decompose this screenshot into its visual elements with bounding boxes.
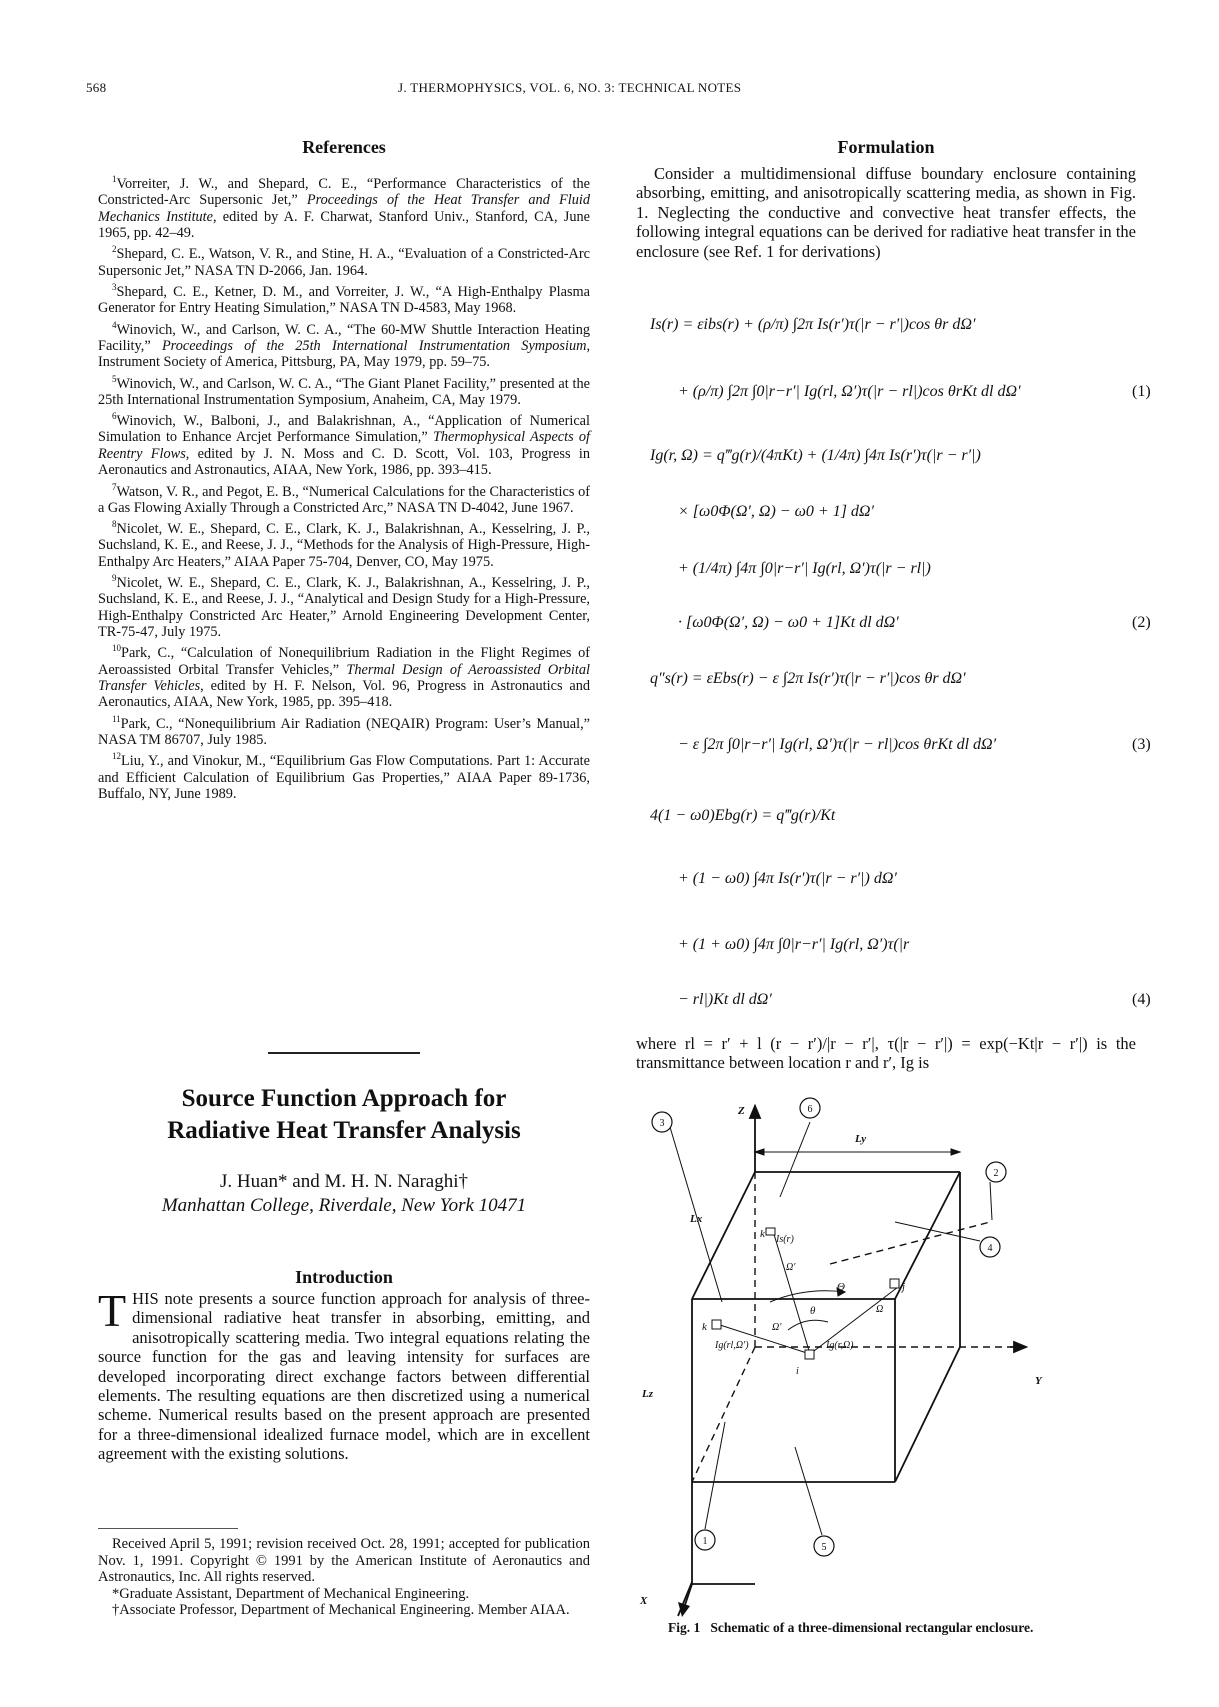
label-j: j bbox=[902, 1281, 906, 1293]
reference-number: 6 bbox=[112, 411, 117, 422]
leader-2 bbox=[990, 1182, 992, 1220]
reference-source: Thermophysical Aspects of Reentry Flows bbox=[98, 429, 591, 462]
label-lz: Lz bbox=[642, 1388, 653, 1400]
reference-number: 9 bbox=[112, 573, 117, 584]
equation-3b: − ε ∫2π ∫0|r−r′| Ig(rl, Ω′)τ(|r − rl|)cos θrKt dl dΩ′ bbox=[678, 736, 997, 753]
reference-item bbox=[98, 241, 590, 279]
reference-text: Liu, Y., and Vinokur, M., “Equilibrium Gas Flow Computations. Part 1: Accurate and Efficient Calculation of Equilibrium Gas Properties,” AIAA Paper 89-1736, Buffalo, NY, June 1989. bbox=[98, 753, 590, 802]
reference-details: , Instrument Society of America, Pittsburg, PA, May 1979, pp. 59–75. bbox=[98, 337, 591, 371]
equation-2b: × [ω0Φ(Ω′, Ω) − ω0 + 1] dΩ′ bbox=[678, 503, 874, 520]
introduction-text: HIS note presents a source function approach for analysis of three-dimensional radiative heat transfer in absorbing, emitting, and anisotropically scattering media. Two integral equations relating the source function for the gas and leaving intensity for surfaces are developed incorporating direct exchange factors between differential elements. The resulting equations are then discretized using a numerical scheme. Numerical results based on the present approach are presented for a three-dimensional idealized furnace model, which are in excellent agreement with the existing solutions. bbox=[98, 1289, 590, 1464]
article-title bbox=[98, 1083, 590, 1147]
article-title-line2: Radiative Heat Transfer Analysis bbox=[167, 1117, 521, 1144]
box-top-right-edge bbox=[895, 1172, 960, 1299]
reference-details: , edited by H. F. Nelson, Vol. 96, Progress in Astronautics and Aeronautics, AIAA, New York, 1985, pp. 395–418. bbox=[98, 678, 591, 711]
leader-4 bbox=[895, 1222, 980, 1241]
reference-item bbox=[98, 371, 590, 409]
affiliation: Manhattan College, Riverdale, New York 10471 bbox=[161, 1195, 527, 1216]
references-heading: References bbox=[302, 137, 386, 157]
figure-1 bbox=[640, 1092, 1120, 1612]
equation-2c: + (1/4π) ∫4π ∫0|r−r′| Ig(rl, Ω′)τ(|r − rl|) bbox=[678, 560, 931, 577]
reference-item bbox=[98, 408, 590, 478]
reference-number: 8 bbox=[112, 519, 117, 530]
section-divider bbox=[268, 1052, 420, 1054]
drop-cap: T bbox=[98, 1285, 127, 1336]
callout-3: 3 bbox=[659, 1118, 665, 1129]
label-i: i bbox=[796, 1366, 799, 1377]
reference-number: 4 bbox=[112, 319, 117, 330]
reference-text: Winovich, W., and Carlson, W. C. A., “The Giant Planet Facility,” presented at the 25th International Instrumentation Symposium, Anaheim, CA, May 1979. bbox=[98, 375, 590, 408]
figure-caption-text: Schematic of a three-dimensional rectangular enclosure. bbox=[710, 1620, 1034, 1635]
reference-item bbox=[98, 640, 590, 710]
label-z: Z bbox=[738, 1105, 745, 1117]
reference-item bbox=[98, 516, 590, 570]
reference-item bbox=[98, 171, 590, 241]
journal-header: J. THERMOPHYSICS, VOL. 6, NO. 3: TECHNICAL NOTES bbox=[398, 80, 742, 95]
footnote-received: Received April 5, 1991; revision received Oct. 28, 1991; accepted for publication Nov. 1, 1991. Copyright © 1991 by the American Institute of Aeronautics and Astronautics, Inc. All rights reserved. bbox=[98, 1536, 590, 1586]
equation-number-4: (4) bbox=[1132, 991, 1151, 1008]
reference-item bbox=[98, 279, 590, 317]
reference-item bbox=[98, 317, 590, 371]
label-k-top: k bbox=[760, 1228, 765, 1240]
equation-number-3: (3) bbox=[1132, 736, 1151, 753]
arc-theta2 bbox=[788, 1320, 828, 1330]
equation-1a: Is(r) = εibs(r) + (ρ/π) ∫2π Is(r′)τ(|r − r′|)cos θr dΩ′ bbox=[650, 316, 976, 333]
figure-caption bbox=[668, 1620, 1033, 1636]
reference-text: Watson, V. R., and Pegot, E. B., “Numerical Calculations for the Characteristics of a Gas Flowing Axially Through a Constricted Arc,” NASA TN D-4042, June 1967. bbox=[98, 483, 590, 516]
arc-theta bbox=[770, 1291, 845, 1302]
reference-text: Vorreiter, J. W., and Shepard, C. E., “Performance Characteristics of the Constricted-Arc Supersonic Jet,” bbox=[98, 175, 590, 209]
enclosure-box bbox=[692, 1172, 960, 1584]
leader-2-dashed bbox=[830, 1222, 990, 1264]
reference-text: Nicolet, W. E., Shepard, C. E., Clark, K. J., Balakrishnan, A., Kesselring, J. P., Suchsland, K. E., and Reese, J. J., “Analytical and Design Study for a High-Pressure, High-Enthalpy Constricted Arc Heater,” Arnold Engineering Development Center, TR-75-47, July 1975. bbox=[98, 574, 590, 641]
reference-number: 7 bbox=[112, 481, 117, 492]
callout-2: 2 bbox=[993, 1168, 999, 1179]
reference-item bbox=[98, 479, 590, 517]
hidden-bottom-edge bbox=[692, 1347, 755, 1482]
reference-details: , edited by A. F. Charwat, Stanford Univ., Stanford, CA, June 1965, pp. 42–49. bbox=[98, 208, 591, 241]
reference-item bbox=[98, 570, 590, 640]
article-title-line1: Source Function Approach for bbox=[181, 1085, 507, 1112]
y-axis-arrow bbox=[1014, 1342, 1026, 1352]
label-ly: Ly bbox=[855, 1133, 867, 1145]
label-omega-prime: Ω′ bbox=[772, 1322, 782, 1333]
reference-number: 10 bbox=[112, 643, 121, 654]
formulation-heading: Formulation bbox=[837, 137, 935, 157]
equation-4a: 4(1 − ω0)Ebg(r) = q‴g(r)/Kt bbox=[650, 807, 836, 824]
equation-4b: + (1 − ω0) ∫4π Is(r′)τ(|r − r′|) dΩ′ bbox=[678, 870, 897, 887]
reference-text: Park, C., “Calculation of Nonequilibrium Radiation in the Flight Regimes of Aeroassisted Orbital Transfer Vehicles,” bbox=[98, 645, 590, 678]
leader-6 bbox=[780, 1122, 810, 1197]
leader-5 bbox=[795, 1447, 822, 1535]
reference-number: 1 bbox=[112, 174, 117, 184]
introduction-heading: Introduction bbox=[295, 1267, 393, 1287]
introduction-body bbox=[98, 1285, 590, 1464]
reference-text: Park, C., “Nonequilibrium Air Radiation (NEQAIR) Program: User’s Manual,” NASA TM 86707, July 1985. bbox=[98, 715, 590, 749]
author-block bbox=[98, 1170, 590, 1218]
reference-source: Proceedings of the Heat Transfer and Fluid Mechanics Institute bbox=[98, 192, 590, 225]
label-x: X bbox=[640, 1595, 648, 1607]
label-y: Y bbox=[1035, 1375, 1042, 1387]
z-axis-arrow bbox=[750, 1106, 760, 1118]
rays bbox=[720, 1231, 898, 1354]
label-theta2: θ bbox=[810, 1305, 816, 1317]
label-omega-prime-top: Ω′ bbox=[786, 1262, 796, 1273]
label-is-r: Is(r) bbox=[776, 1234, 794, 1245]
element-k-top bbox=[766, 1228, 775, 1235]
label-ig-rl: Ig(rl,Ω′) bbox=[715, 1340, 749, 1351]
equation-2a: Ig(r, Ω) = q‴g(r)/(4πKt) + (1/4π) ∫4π Is(r′)τ(|r − r′|) bbox=[650, 447, 981, 464]
label-ig-r: Ig(r,Ω) bbox=[826, 1340, 854, 1351]
callout-1: 1 bbox=[702, 1536, 708, 1547]
ly-dimension bbox=[755, 1149, 960, 1155]
reference-number: 2 bbox=[112, 244, 117, 255]
equation-1b: + (ρ/π) ∫2π ∫0|r−r′| Ig(rl, Ω′)τ(|r − rl|)cos θrKt dl dΩ′ bbox=[678, 383, 1021, 400]
reference-number: 12 bbox=[112, 751, 121, 762]
references-list bbox=[98, 171, 590, 802]
box-bottom-right-edge bbox=[895, 1347, 960, 1482]
reference-text: Shepard, C. E., Watson, V. R., and Stine, H. A., “Evaluation of a Constricted-Arc Supersonic Jet,” NASA TN D-2066, Jan. 1964. bbox=[98, 246, 590, 279]
page-number: 568 bbox=[86, 80, 107, 95]
reference-details: , edited by J. N. Moss and C. D. Scott, Vol. 103, Progress in Aeronautics and Astronautics, AIAA, New York, 1986, pp. 393–415. bbox=[98, 445, 591, 479]
hidden-edges bbox=[692, 1172, 1010, 1482]
box-top-left-edge bbox=[692, 1172, 755, 1299]
reference-text: Winovich, W., and Carlson, W. C. A., “The 60-MW Shuttle Interaction Heating Facility,” bbox=[98, 321, 590, 354]
equation-2d: · [ω0Φ(Ω′, Ω) − ω0 + 1]Kt dl dΩ′ bbox=[678, 614, 899, 631]
equation-number-2: (2) bbox=[1132, 614, 1151, 631]
where-paragraph bbox=[636, 1034, 1136, 1073]
reference-item bbox=[98, 711, 590, 749]
footnote-author2: †Associate Professor, Department of Mechanical Engineering. Member AIAA. bbox=[112, 1602, 570, 1619]
reference-source: Proceedings of the 25th International Instrumentation Symposium bbox=[161, 337, 587, 354]
equation-4c: + (1 + ω0) ∫4π ∫0|r−r′| Ig(rl, Ω′)τ(|r bbox=[678, 936, 910, 953]
callout-6: 6 bbox=[807, 1104, 813, 1115]
callout-5: 5 bbox=[821, 1542, 827, 1553]
equation-number-1: (1) bbox=[1132, 383, 1151, 400]
reference-source: Thermal Design of Aeroassisted Orbital Transfer Vehicles bbox=[98, 661, 590, 695]
footnote-author1: *Graduate Assistant, Department of Mechanical Engineering. bbox=[112, 1585, 470, 1602]
formulation-text: Consider a multidimensional diffuse boundary enclosure containing absorbing, emitting, and anisotropically scattering media, as shown in Fig. 1. Neglecting the conductive and convective heat transfer effects, the following integral equations can be derived for radiative heat transfer in the enclosure (see Ref. 1 for derivations) bbox=[636, 164, 1136, 261]
equation-4d: − rl|)Kt dl dΩ′ bbox=[678, 991, 772, 1008]
where-text: where rl = r′ + l (r − r′)/|r − r′|, τ(|r − r′|) = exp(−Kt|r − r′|) is the transmittance between location r and r′, Ig is bbox=[636, 1034, 1136, 1073]
axes bbox=[678, 1106, 1026, 1616]
formulation-intro bbox=[636, 164, 1136, 261]
reference-number: 5 bbox=[112, 373, 117, 384]
element-j bbox=[890, 1279, 899, 1288]
label-omega: Ω bbox=[876, 1304, 884, 1315]
x-axis-extension bbox=[684, 1584, 692, 1608]
element-k-left bbox=[712, 1320, 721, 1329]
reference-text: Nicolet, W. E., Shepard, C. E., Clark, K. J., Balakrishnan, A., Kesselring, J. P., Suchsland, K. E., and Reese, J. J., “Methods for the Analysis of High-Pressure, High-Enthalpy Arc Heaters,” AIAA Paper 75-704, Denver, CO, May 1975. bbox=[98, 520, 590, 570]
label-theta: Θ bbox=[837, 1281, 845, 1293]
figure-caption-label: Fig. 1 bbox=[668, 1620, 701, 1635]
label-lx: Lx bbox=[690, 1213, 703, 1225]
reference-number: 3 bbox=[112, 281, 117, 292]
reference-number: 11 bbox=[112, 713, 121, 724]
reference-item bbox=[98, 748, 590, 802]
equation-3a: q″s(r) = εEbs(r) − ε ∫2π Is(r′)τ(|r − r′|)cos θr dΩ′ bbox=[650, 670, 966, 687]
footnotes bbox=[98, 1536, 590, 1619]
footnote-rule bbox=[98, 1528, 238, 1529]
authors: J. Huan* and M. H. N. Naraghi† bbox=[219, 1171, 468, 1192]
element-i bbox=[805, 1350, 814, 1359]
label-k-left: k bbox=[702, 1321, 707, 1333]
callout-4: 4 bbox=[987, 1243, 993, 1254]
leader-1 bbox=[705, 1422, 725, 1529]
reference-text: Shepard, C. E., Ketner, D. M., and Vorreiter, J. W., “A High-Enthalpy Plasma Generator for Entry Heating Simulation,” NASA TN D-4583, May 1968. bbox=[98, 283, 590, 317]
reference-text: Winovich, W., Balboni, J., and Balakrishnan, A., “Application of Numerical Simulation to Enhance Arcjet Performance Simulation,” bbox=[98, 412, 590, 446]
